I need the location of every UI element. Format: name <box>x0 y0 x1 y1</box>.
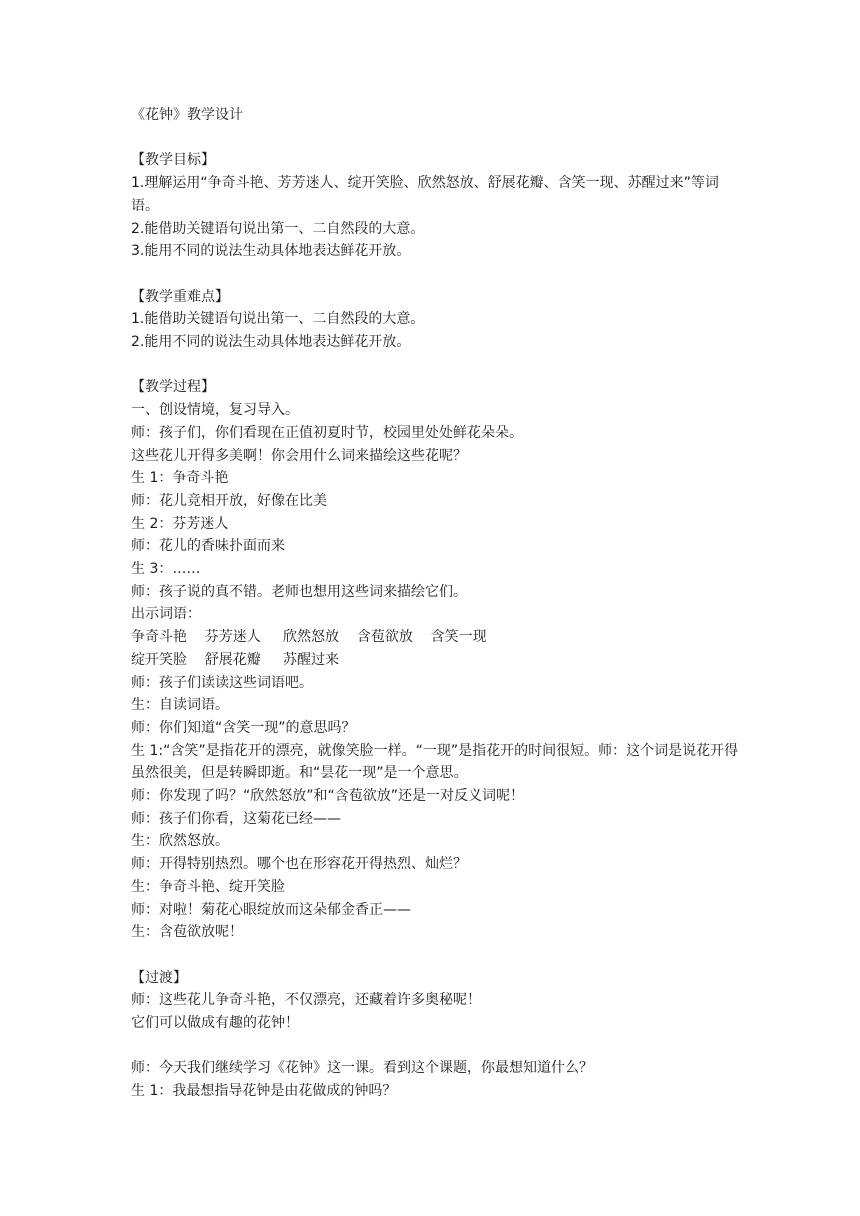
blank-line <box>131 263 741 286</box>
section-key-points <box>131 286 741 354</box>
paragraph: 生 3：…… <box>131 561 201 578</box>
paragraph: 生：含苞欲放呢！ <box>131 924 243 941</box>
blank-line <box>131 944 741 967</box>
paragraph: 师：花儿竞相开放，好像在比美 <box>131 492 327 509</box>
blank-line <box>131 127 741 150</box>
paragraph: 生：争奇斗艳、绽开笑脸 <box>131 878 285 895</box>
paragraph: 生 1：我最想指导花钟是由花做成的钟吗？ <box>131 1083 397 1100</box>
document-page <box>131 104 741 1103</box>
paragraph: 1.能借助关键语句说出第一、二自然段的大意。 <box>131 311 425 328</box>
paragraph: 师：孩子说的真不错。老师也想用这些词来描绘它们。 <box>131 583 467 600</box>
section-heading: 【过渡】 <box>131 969 187 986</box>
paragraph: 生 1:“含笑”是指花开的漂亮，就像笑脸一样。“一现”是指花开的时间很短。师：这个词是说花开得虽然很美，但是转瞬即逝。和“昙花一现”是一个意思。 <box>131 742 739 782</box>
section-teaching-process <box>131 376 741 944</box>
paragraph: 生：欣然怒放。 <box>131 833 229 850</box>
paragraph: 1.理解运用“争奇斗艳、芳芳迷人、绽开笑脸、欣然怒放、舒展花瓣、含笑一现、苏醒过来”等词语。 <box>131 175 719 214</box>
paragraph: 师：开得特别热烈。哪个也在形容花开得热烈、灿烂？ <box>131 856 467 873</box>
paragraph: 师：花儿的香味扑面而来 <box>131 538 285 555</box>
paragraph: 师：孩子们，你们看现在正值初夏时节，校园里处处鲜花朵朵。 <box>131 424 523 441</box>
paragraph: 出示词语： <box>131 606 201 623</box>
section-continuation <box>131 1057 741 1102</box>
paragraph: 一、创设情境，复习导入。 <box>131 402 299 419</box>
paragraph: 生 2：芬芳迷人 <box>131 515 229 532</box>
paragraph: 2.能用不同的说法生动具体地表达鲜花开放。 <box>131 334 411 350</box>
section-transition <box>131 967 741 1035</box>
section-heading: 【教学目标】 <box>131 152 215 169</box>
paragraph: 这些花儿开得多美啊！你会用什么词来描绘这些花呢？ <box>131 447 467 464</box>
paragraph: 它们可以做成有趣的花钟！ <box>131 1015 299 1032</box>
section-heading: 【教学过程】 <box>131 379 215 396</box>
paragraph: 2.能借助关键语句说出第一、二自然段的大意。 <box>131 220 425 237</box>
blank-line <box>131 1035 741 1058</box>
word-list-row: 绽开笑脸 舒展花瓣 苏醒过来 <box>131 651 340 668</box>
blank-line <box>131 354 741 377</box>
paragraph: 3.能用不同的说法生动具体地表达鲜花开放。 <box>131 243 411 260</box>
paragraph: 师：你发现了吗？“欣然怒放”和“含苞欲放”还是一对反义词呢！ <box>131 788 525 805</box>
paragraph: 师：对啦！菊花心眼绽放而这朵郁金香正—— <box>131 901 411 918</box>
paragraph: 师：这些花儿争奇斗艳，不仅漂亮，还藏着许多奥秘呢！ <box>131 992 481 1009</box>
paragraph: 师：孩子们你看，这菊花已经—— <box>131 810 341 827</box>
document-title: 《花钟》教学设计 <box>131 107 243 123</box>
section-teaching-goals <box>131 149 741 263</box>
paragraph: 生：自读词语。 <box>131 697 229 714</box>
section-heading: 【教学重难点】 <box>131 288 229 305</box>
word-list-row: 争奇斗艳 芬芳迷人 欣然怒放 含苞欲放 含笑一现 <box>131 629 487 646</box>
paragraph: 师：今天我们继续学习《花钟》这一课。看到这个课题，你最想知道什么？ <box>131 1060 593 1077</box>
paragraph: 师：孩子们读读这些词语吧。 <box>131 674 313 691</box>
paragraph: 师：你们知道“含笑一现”的意思吗？ <box>131 719 356 736</box>
paragraph: 生 1：争奇斗艳 <box>131 470 229 487</box>
